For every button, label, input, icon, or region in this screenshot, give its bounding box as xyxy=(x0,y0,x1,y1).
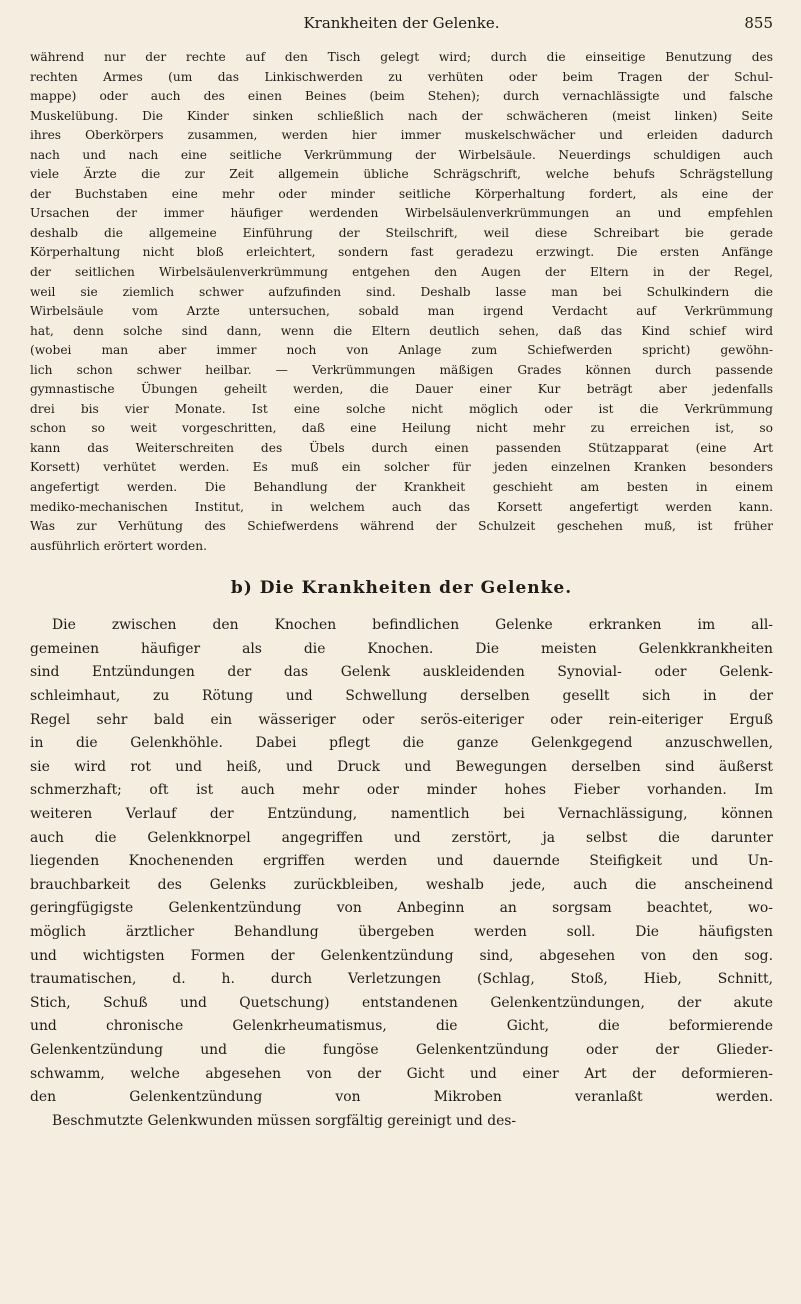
text-line: deshalb die allgemeine Einführung der Steilschrift, weil diese Schreibart bie gerade xyxy=(30,225,773,240)
text-line: mediko-mechanischen Institut, in welchem auch das Korsett angefertigt werden kann. xyxy=(30,499,773,514)
text-line: Körperhaltung nicht bloß erleichtert, sondern fast geradezu erzwingt. Die ersten Anfänge xyxy=(30,245,773,260)
text-line: rechten Armes (um das Linkischwerden zu verhüten oder beim Tragen der Schul- xyxy=(30,69,773,84)
text-line: Die zwischen den Knochen befindlichen Gelenke erkranken im all- xyxy=(52,617,773,634)
text-line: den Gelenkentzündung von Mikroben veranlaßt werden. xyxy=(30,1089,773,1106)
text-line: liegenden Knochenenden ergriffen werden und dauernde Steifigkeit und Un- xyxy=(30,853,773,870)
text-line: schwamm, welche abgesehen von der Gicht und einer Art der deformieren- xyxy=(30,1065,773,1082)
text-line: schmerzhaft; oft ist auch mehr oder minder hohes Fieber vorhanden. Im xyxy=(30,782,773,799)
text-line: mappe) oder auch des einen Beines (beim Stehen); durch vernachlässigte und falsche xyxy=(30,89,773,104)
text-line: schleimhaut, zu Rötung und Schwellung derselben gesellt sich in der xyxy=(30,688,773,704)
section-heading: b) Die Krankheiten der Gelenke. xyxy=(230,578,573,599)
text-line: (wobei man aber immer noch von Anlage zum Schiefwerden spricht) gewöhn- xyxy=(30,343,773,358)
text-line: auch die Gelenkknorpel angegriffen und zerstört, ja selbst die darunter xyxy=(30,829,773,846)
text-line: sind Entzündungen der das Gelenk auskleidenden Synovial- oder Gelenk- xyxy=(30,664,773,681)
running-title: Krankheiten der Gelenke. xyxy=(303,14,500,32)
text-line: und chronische Gelenkrheumatismus, die Gicht, die beformierende xyxy=(30,1018,773,1035)
text-line: ausführlich erörtert worden. xyxy=(30,538,207,553)
text-line: ihres Oberkörpers zusammen, werden hier immer muskelschwächer und erleiden dadurch xyxy=(30,128,773,143)
page-header xyxy=(30,8,773,38)
text-line: viele Ärzte die zur Zeit allgemein übliche Schrägschrift, welche behufs Schrägstellung xyxy=(30,167,773,182)
top-paragraph xyxy=(30,48,773,556)
text-line: und wichtigsten Formen der Gelenkentzündung sind, abgesehen von den sog. xyxy=(30,947,773,964)
text-line: schon so weit vorgeschritten, daß eine Heilung nicht mehr zu erreichen ist, so xyxy=(30,421,773,436)
text-line: Korsett) verhütet werden. Es muß ein solcher für jeden einzelnen Kranken besonders xyxy=(30,460,773,475)
text-line: hat, denn solche sind dann, wenn die Eltern deutlich sehen, daß das Kind schief wird xyxy=(30,323,773,338)
text-line: in die Gelenkhöhle. Dabei pflegt die ganze Gelenkgegend anzuschwellen, xyxy=(30,735,773,752)
text-line: angefertigt werden. Die Behandlung der Krankheit geschieht am besten in einem xyxy=(30,480,773,495)
text-line: brauchbarkeit des Gelenks zurückbleiben, weshalb jede, auch die anscheinend xyxy=(30,876,773,893)
text-line: nach und nach eine seitliche Verkrümmung der Wirbelsäule. Neuerdings schuldigen auch xyxy=(30,147,773,162)
main-paragraph xyxy=(30,614,773,1133)
text-line: Stich, Schuß und Quetschung) entstandenen Gelenkentzündungen, der akute xyxy=(30,994,773,1011)
text-line: Gelenkentzündung und die fungöse Gelenkentzündung oder der Glieder- xyxy=(30,1041,773,1058)
text-line: lich schon schwer heilbar. — Verkrümmungen mäßigen Grades können durch passende xyxy=(30,362,773,377)
text-line: kann das Weiterschreiten des Übels durch einen passenden Stützapparat (eine Art xyxy=(30,440,773,455)
text-line: gemeinen häufiger als die Knochen. Die meisten Gelenkkrankheiten xyxy=(30,640,773,657)
text-line: der Buchstaben eine mehr oder minder seitliche Körperhaltung fordert, als eine der xyxy=(30,186,773,201)
text-line: Regel sehr bald ein wässeriger oder serös-eiteriger oder rein-eiteriger Erguß xyxy=(30,711,773,728)
text-line: Ursachen der immer häufiger werdenden Wirbelsäulenverkrümmungen an und empfehlen xyxy=(30,206,773,221)
text-line: Muskelübung. Die Kinder sinken schließlich nach der schwächeren (meist linken) Seite xyxy=(30,108,773,123)
page-body xyxy=(30,48,773,1133)
text-line: der seitlichen Wirbelsäulenverkrümmung entgehen den Augen der Eltern in der Regel, xyxy=(30,265,773,280)
text-line: drei bis vier Monate. Ist eine solche nicht möglich oder ist die Verkrümmung xyxy=(30,401,773,416)
text-line: Wirbelsäule vom Arzte untersuchen, sobald man irgend Verdacht auf Verkrümmung xyxy=(30,304,773,319)
text-line: weiteren Verlauf der Entzündung, namentlich bei Vernachlässigung, können xyxy=(30,805,773,822)
text-line: gymnastische Übungen geheilt werden, die Dauer einer Kur beträgt aber jedenfalls xyxy=(30,382,773,397)
text-line: traumatischen, d. h. durch Verletzungen (Schlag, Stoß, Hieb, Schnitt, xyxy=(30,971,773,988)
text-line: Beschmutzte Gelenkwunden müssen sorgfältig gereinigt und des- xyxy=(52,1112,517,1129)
text-line: Was zur Verhütung des Schiefwerdens während der Schulzeit geschehen muß, ist früher xyxy=(30,519,773,534)
text-line: sie wird rot und heiß, und Druck und Bewegungen derselben sind äußerst xyxy=(30,758,773,775)
text-line: weil sie ziemlich schwer aufzufinden sind. Deshalb lasse man bei Schulkindern die xyxy=(30,284,773,299)
page-number: 855 xyxy=(744,14,773,32)
text-line: möglich ärztlicher Behandlung übergeben werden soll. Die häufigsten xyxy=(30,923,773,940)
text-line: während nur der rechte auf den Tisch gelegt wird; durch die einseitige Benutzung des xyxy=(30,50,773,64)
text-line: geringfügigste Gelenkentzündung von Anbeginn an sorgsam beachtet, wo- xyxy=(30,900,773,917)
